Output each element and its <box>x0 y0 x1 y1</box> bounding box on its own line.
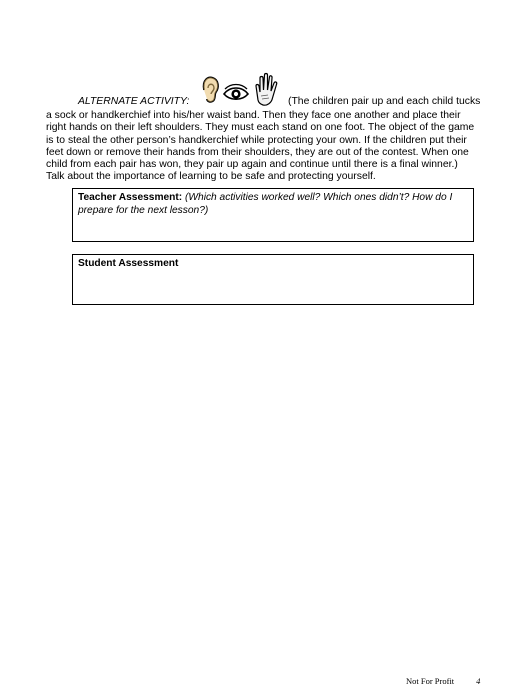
teacher-assessment-prompt-cont: prepare for the next lesson?) <box>78 204 209 216</box>
activity-line: child from each pair has won, they pair up again and continue until there is a final winner.) <box>46 159 458 171</box>
hand-icon <box>256 74 277 106</box>
page-footer <box>406 676 480 686</box>
footer-text: Not For Profit <box>406 676 455 686</box>
activity-first-line-text: (The children pair up and each child tucks <box>288 96 481 107</box>
activity-description <box>46 110 486 184</box>
activity-line: right hands on their left shoulders. They must each stand on one foot. The object of the game <box>46 122 475 134</box>
eye-icon <box>224 85 248 100</box>
student-assessment-box <box>72 254 474 305</box>
activity-line: feet down or remove their hands from their shoulders, they are out of the contest. When one <box>46 146 469 158</box>
senses-icons <box>198 70 280 110</box>
student-assessment-title: Student Assessment <box>78 258 179 269</box>
teacher-assessment-title: Teacher Assessment: <box>78 192 183 203</box>
activity-line: is to steal the other person’s handkerchief while protecting your own. If the children put their <box>46 134 467 146</box>
teacher-assessment-box <box>72 188 474 242</box>
page-number: 4 <box>476 676 481 686</box>
activity-first-line <box>46 70 486 110</box>
activity-label: ALTERNATE ACTIVITY: <box>78 96 190 107</box>
alternate-activity-section <box>46 70 486 184</box>
teacher-assessment-prompt: (Which activities worked well? Which ones didn’t? How do I <box>185 192 453 203</box>
activity-line: a sock or handkerchief into his/her waist band. Then they face one another and place their <box>46 110 461 121</box>
ear-icon <box>204 78 218 102</box>
activity-line: Talk about the importance of learning to be safe and protecting yourself. <box>46 171 376 183</box>
teacher-assessment-line1 <box>78 192 468 205</box>
